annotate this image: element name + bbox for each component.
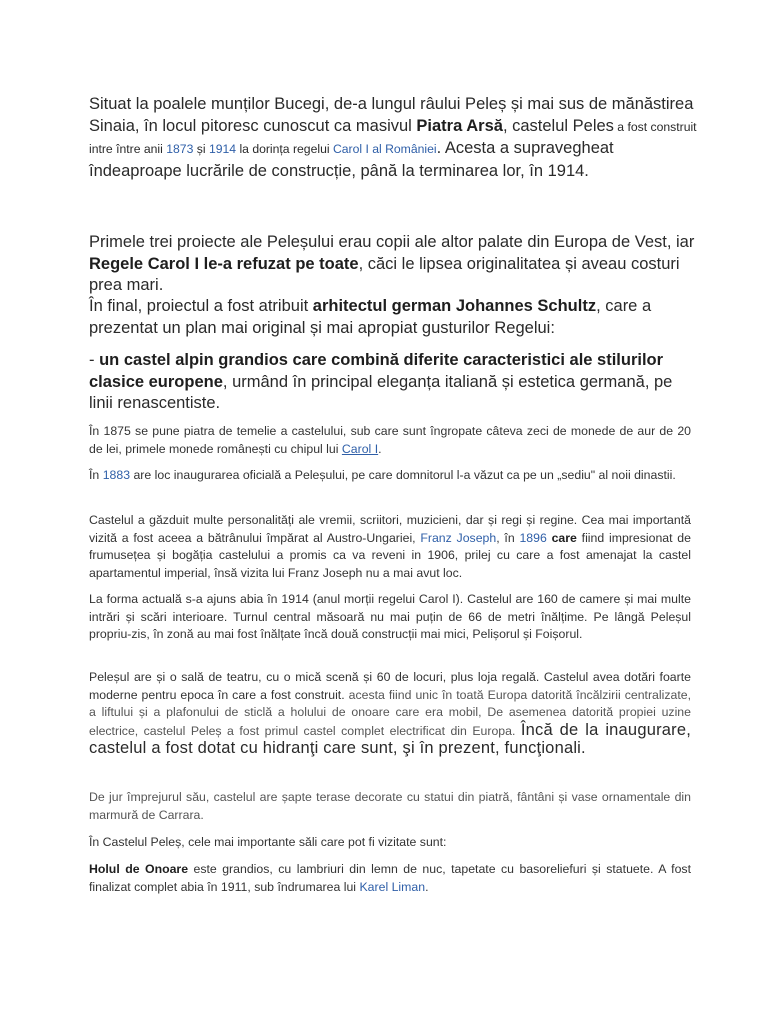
link-1896[interactable]: 1896 xyxy=(519,530,547,545)
paragraph-visits: Castelul a găzduit multe personalități ale vremii, scriitori, muzicieni, dar și regi și regine. Cea mai importantă vizită a fost aceea a bătrânului împărat al Austro-Ungariei, Franz Joseph, în 1896 care fiind impresionat de frumusețea și bogăția castelului a promis ca va reveni in 1906, prilej cu care a fost amenajat la castel apartamentul imperial, însă vizita lui Franz Joseph nu a mai avut loc. xyxy=(89,513,691,580)
paragraph-current-form: La forma actuală s-a ajuns abia în 1914 (anul morții regelui Carol I). Castelul are 160 de camere și mai multe intrări și scări interioare. Turnul central măsoară nu mai puțin de 66 de metri înălțime. Pe lângă Peleșul propriu-zis, în zonă au mai fost înălțate încă două construcții mai mici, Pelișorul și Foișorul. xyxy=(89,592,691,641)
paragraph-1883: În 1883 are loc inaugurarea oficială a Peleșului, pe care domnitorul l-a văzut ca pe un „sediu" al noii dinastii. xyxy=(89,468,676,482)
paragraph-intro: Situat la poalele munților Bucegi, de-a lungul râului Peleș și mai sus de mănăstirea Sinaia, în locul pitoresc cunoscut ca masivul Piatra Arsă, castelul Peles a fost construit intre între anii 1873 și 1914 la dorința regelui Carol I al României. Acesta a supravegheat îndeaproape lucrările de construcție, până la terminarea lor, în 1914. xyxy=(89,95,697,180)
bold-architect-schultz: arhitectul german Johannes Schultz xyxy=(312,297,597,315)
bold-holul-de-onoare: Holul de Onoare xyxy=(89,862,189,876)
bold-piatra-arsa: Piatra Arsă xyxy=(416,116,503,135)
link-karel-liman[interactable]: Karel Liman xyxy=(359,879,426,894)
bold-alpine-castle: un castel alpin grandios care combină diferite caracteristici ale stilurilor clasice europene xyxy=(89,351,664,391)
paragraph-projects: Primele trei proiecte ale Peleșului erau copii ale altor palate din Europa de Vest, iar Regele Carol I le-a refuzat pe toate, căci le lipsea originalitatea și aveau costuri prea mari. xyxy=(89,233,695,294)
paragraph-rooms-intro: În Castelul Peleș, cele mai importante săli care pot fi vizitate sunt: xyxy=(89,835,447,849)
link-franz-joseph[interactable]: Franz Joseph xyxy=(420,530,497,545)
paragraph-theatre: Peleșul are și o sală de teatru, cu o mică scenă și 60 de locuri, plus loja regală. Castelul avea dotări foarte moderne pentru epoca în care a fost construit. acesta fiind unic în toată Europa datorită încălzirii centralizate, a liftului și a plafonului de sticlă a holului de onoare care era mobil, De asemenea datorită propiei uzine electrice, castelul Peleș a fost primul castel complet electrificat din Europa. Încă de la inaugurare, castelul a fost dotat cu hidranţi care sunt, şi în prezent, funcţionali. xyxy=(89,670,692,757)
link-carol-i-romaniei[interactable]: Carol I al României xyxy=(332,142,437,156)
link-carol-i[interactable]: Carol I xyxy=(341,441,379,456)
paragraph-architect: În final, proiectul a fost atribuit arhitectul german Johannes Schultz, care a prezentat un plan mai original și mai apropiat gusturilor Regelui: xyxy=(89,297,652,337)
link-1914[interactable]: 1914 xyxy=(208,142,237,156)
paragraph-hall-of-honour: Holul de Onoare este grandios, cu lambriuri din lemn de nuc, tapetate cu basoreliefuri și statuete. A fost finalizat complet abia în 1911, sub îndrumarea lui Karel Liman. xyxy=(89,862,691,894)
bold-regele-refuzat: Regele Carol I le-a refuzat pe toate xyxy=(89,254,359,273)
link-1873[interactable]: 1873 xyxy=(166,142,194,156)
link-1883[interactable]: 1883 xyxy=(102,468,131,482)
bold-care: care xyxy=(551,530,577,545)
paragraph-1875: În 1875 se pune piatra de temelie a castelului, sub care sunt îngropate câteva zeci de monede de aur de 20 de lei, primele monede românești cu chipul lui Carol I. xyxy=(89,424,691,456)
paragraph-terraces: De jur împrejurul său, castelul are șapte terase decorate cu statui din piatră, fântâni și vase ornamentale din marmură de Carrara. xyxy=(89,790,691,822)
paragraph-alpine-castle: - un castel alpin grandios care combină diferite caracteristici ale stilurilor clasice europene, urmând în principal eleganța italiană și estetica germană, pe linii renascentiste. xyxy=(89,351,673,412)
